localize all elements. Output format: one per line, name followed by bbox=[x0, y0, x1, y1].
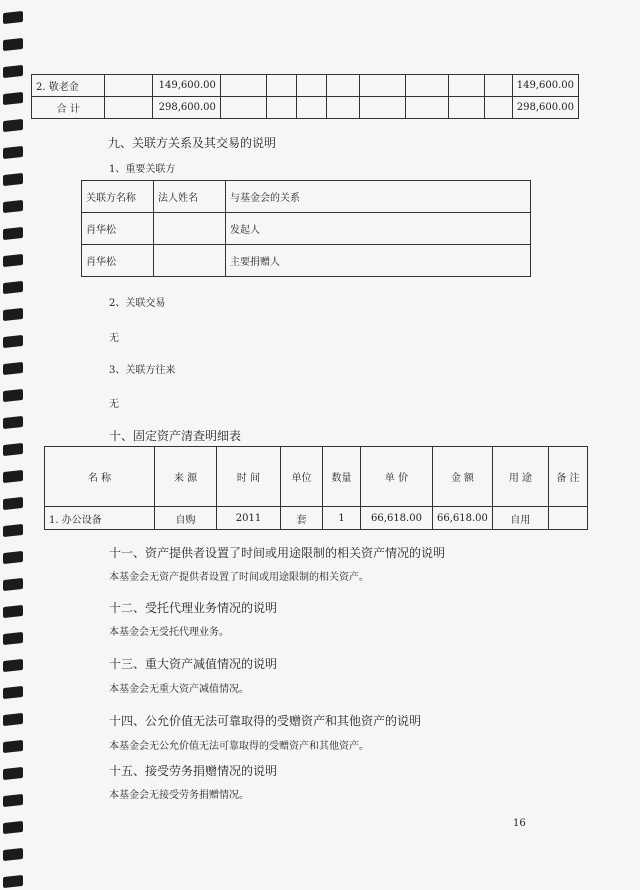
table-cell: 自购 bbox=[155, 507, 217, 530]
binding-hole bbox=[3, 632, 23, 645]
binding-hole bbox=[3, 92, 23, 105]
binding-hole bbox=[3, 173, 23, 186]
summary-table bbox=[31, 74, 579, 119]
section-heading: 十五、接受劳务捐赠情况的说明 bbox=[109, 764, 278, 778]
binding-hole bbox=[3, 119, 23, 132]
column-header: 单 价 bbox=[361, 447, 433, 507]
binding-hole bbox=[3, 713, 23, 726]
paragraph: 本基金会无接受劳务捐赠情况。 bbox=[109, 790, 249, 801]
table-row bbox=[82, 245, 531, 277]
column-header: 时 间 bbox=[217, 447, 281, 507]
binding-hole bbox=[3, 497, 23, 510]
binding-hole bbox=[3, 821, 23, 834]
binding-hole bbox=[3, 227, 23, 240]
binding-hole bbox=[3, 65, 23, 78]
subheading: 3、关联方往来 bbox=[109, 365, 176, 376]
binding-hole bbox=[3, 578, 23, 591]
table-cell bbox=[154, 213, 226, 245]
table-cell: 1. 办公设备 bbox=[45, 507, 155, 530]
binding-hole bbox=[3, 281, 23, 294]
binding-hole bbox=[3, 740, 23, 753]
table-row bbox=[45, 447, 588, 507]
table-cell: 套 bbox=[281, 507, 323, 530]
binding-hole bbox=[3, 524, 23, 537]
binding-hole bbox=[3, 254, 23, 267]
row-label: 合 计 bbox=[32, 97, 105, 119]
table-row bbox=[82, 213, 531, 245]
paragraph: 本基金会无公允价值无法可靠取得的受赠资产和其他资产。 bbox=[109, 741, 369, 752]
table-row bbox=[82, 181, 531, 213]
binding-hole bbox=[3, 200, 23, 213]
section-heading: 十二、受托代理业务情况的说明 bbox=[109, 601, 278, 615]
column-header: 单位 bbox=[281, 447, 323, 507]
table-cell: 主要捐赠人 bbox=[226, 245, 531, 277]
binding-hole bbox=[3, 443, 23, 456]
table-cell: 1 bbox=[323, 507, 361, 530]
binding-hole bbox=[3, 146, 23, 159]
paragraph: 无 bbox=[109, 399, 119, 410]
table-cell: 自用 bbox=[492, 507, 548, 530]
table-cell: 66,618.00 bbox=[361, 507, 433, 530]
fixed-assets-table bbox=[44, 446, 588, 530]
binding-hole bbox=[3, 416, 23, 429]
paragraph: 无 bbox=[109, 333, 119, 344]
binding-hole bbox=[3, 308, 23, 321]
binding-hole bbox=[3, 794, 23, 807]
section-heading: 十四、公允价值无法可靠取得的受赠资产和其他资产的说明 bbox=[109, 714, 422, 728]
table-cell bbox=[548, 507, 587, 530]
amount-cell: 298,600.00 bbox=[153, 97, 221, 119]
table-cell: 发起人 bbox=[226, 213, 531, 245]
column-header: 来 源 bbox=[155, 447, 217, 507]
subheading: 2、关联交易 bbox=[109, 298, 166, 309]
table-cell bbox=[154, 245, 226, 277]
column-header: 与基金会的关系 bbox=[226, 181, 531, 213]
table-cell: 66,618.00 bbox=[433, 507, 493, 530]
amount-cell: 298,600.00 bbox=[512, 97, 578, 119]
amount-cell: 149,600.00 bbox=[512, 75, 578, 97]
column-header: 用 途 bbox=[492, 447, 548, 507]
column-header: 数量 bbox=[323, 447, 361, 507]
paragraph: 本基金会无重大资产减值情况。 bbox=[109, 684, 249, 695]
binding-hole bbox=[3, 767, 23, 780]
section-heading: 九、关联方关系及其交易的说明 bbox=[108, 136, 277, 150]
binding-hole bbox=[3, 362, 23, 375]
binding-holes bbox=[0, 0, 26, 890]
binding-hole bbox=[3, 470, 23, 483]
section-heading: 十三、重大资产减值情况的说明 bbox=[109, 657, 278, 671]
column-header: 备 注 bbox=[548, 447, 587, 507]
binding-hole bbox=[3, 11, 23, 24]
binding-hole bbox=[3, 551, 23, 564]
binding-hole bbox=[3, 335, 23, 348]
paragraph: 本基金会无受托代理业务。 bbox=[109, 627, 229, 638]
section-heading: 十、固定资产清查明细表 bbox=[109, 429, 242, 443]
binding-hole bbox=[3, 659, 23, 672]
column-header: 法人姓名 bbox=[154, 181, 226, 213]
binding-hole bbox=[3, 38, 23, 51]
binding-hole bbox=[3, 875, 23, 888]
binding-hole bbox=[3, 848, 23, 861]
amount-cell: 149,600.00 bbox=[153, 75, 221, 97]
table-cell: 肖华松 bbox=[82, 245, 154, 277]
subheading: 1、重要关联方 bbox=[109, 164, 176, 175]
binding-hole bbox=[3, 605, 23, 618]
section-heading: 十一、资产提供者设置了时间或用途限制的相关资产情况的说明 bbox=[109, 546, 446, 560]
page-number: 16 bbox=[513, 818, 526, 829]
binding-hole bbox=[3, 389, 23, 402]
column-header: 金 额 bbox=[433, 447, 493, 507]
column-header: 名 称 bbox=[45, 447, 155, 507]
table-row bbox=[45, 507, 588, 530]
related-party-table bbox=[81, 180, 531, 277]
binding-hole bbox=[3, 686, 23, 699]
table-cell: 2011 bbox=[217, 507, 281, 530]
column-header: 关联方名称 bbox=[82, 181, 154, 213]
table-row bbox=[32, 97, 579, 119]
table-row bbox=[32, 75, 579, 97]
table-cell: 肖华松 bbox=[82, 213, 154, 245]
paragraph: 本基金会无资产提供者设置了时间或用途限制的相关资产。 bbox=[109, 572, 369, 583]
row-label: 2. 敬老金 bbox=[32, 75, 105, 97]
